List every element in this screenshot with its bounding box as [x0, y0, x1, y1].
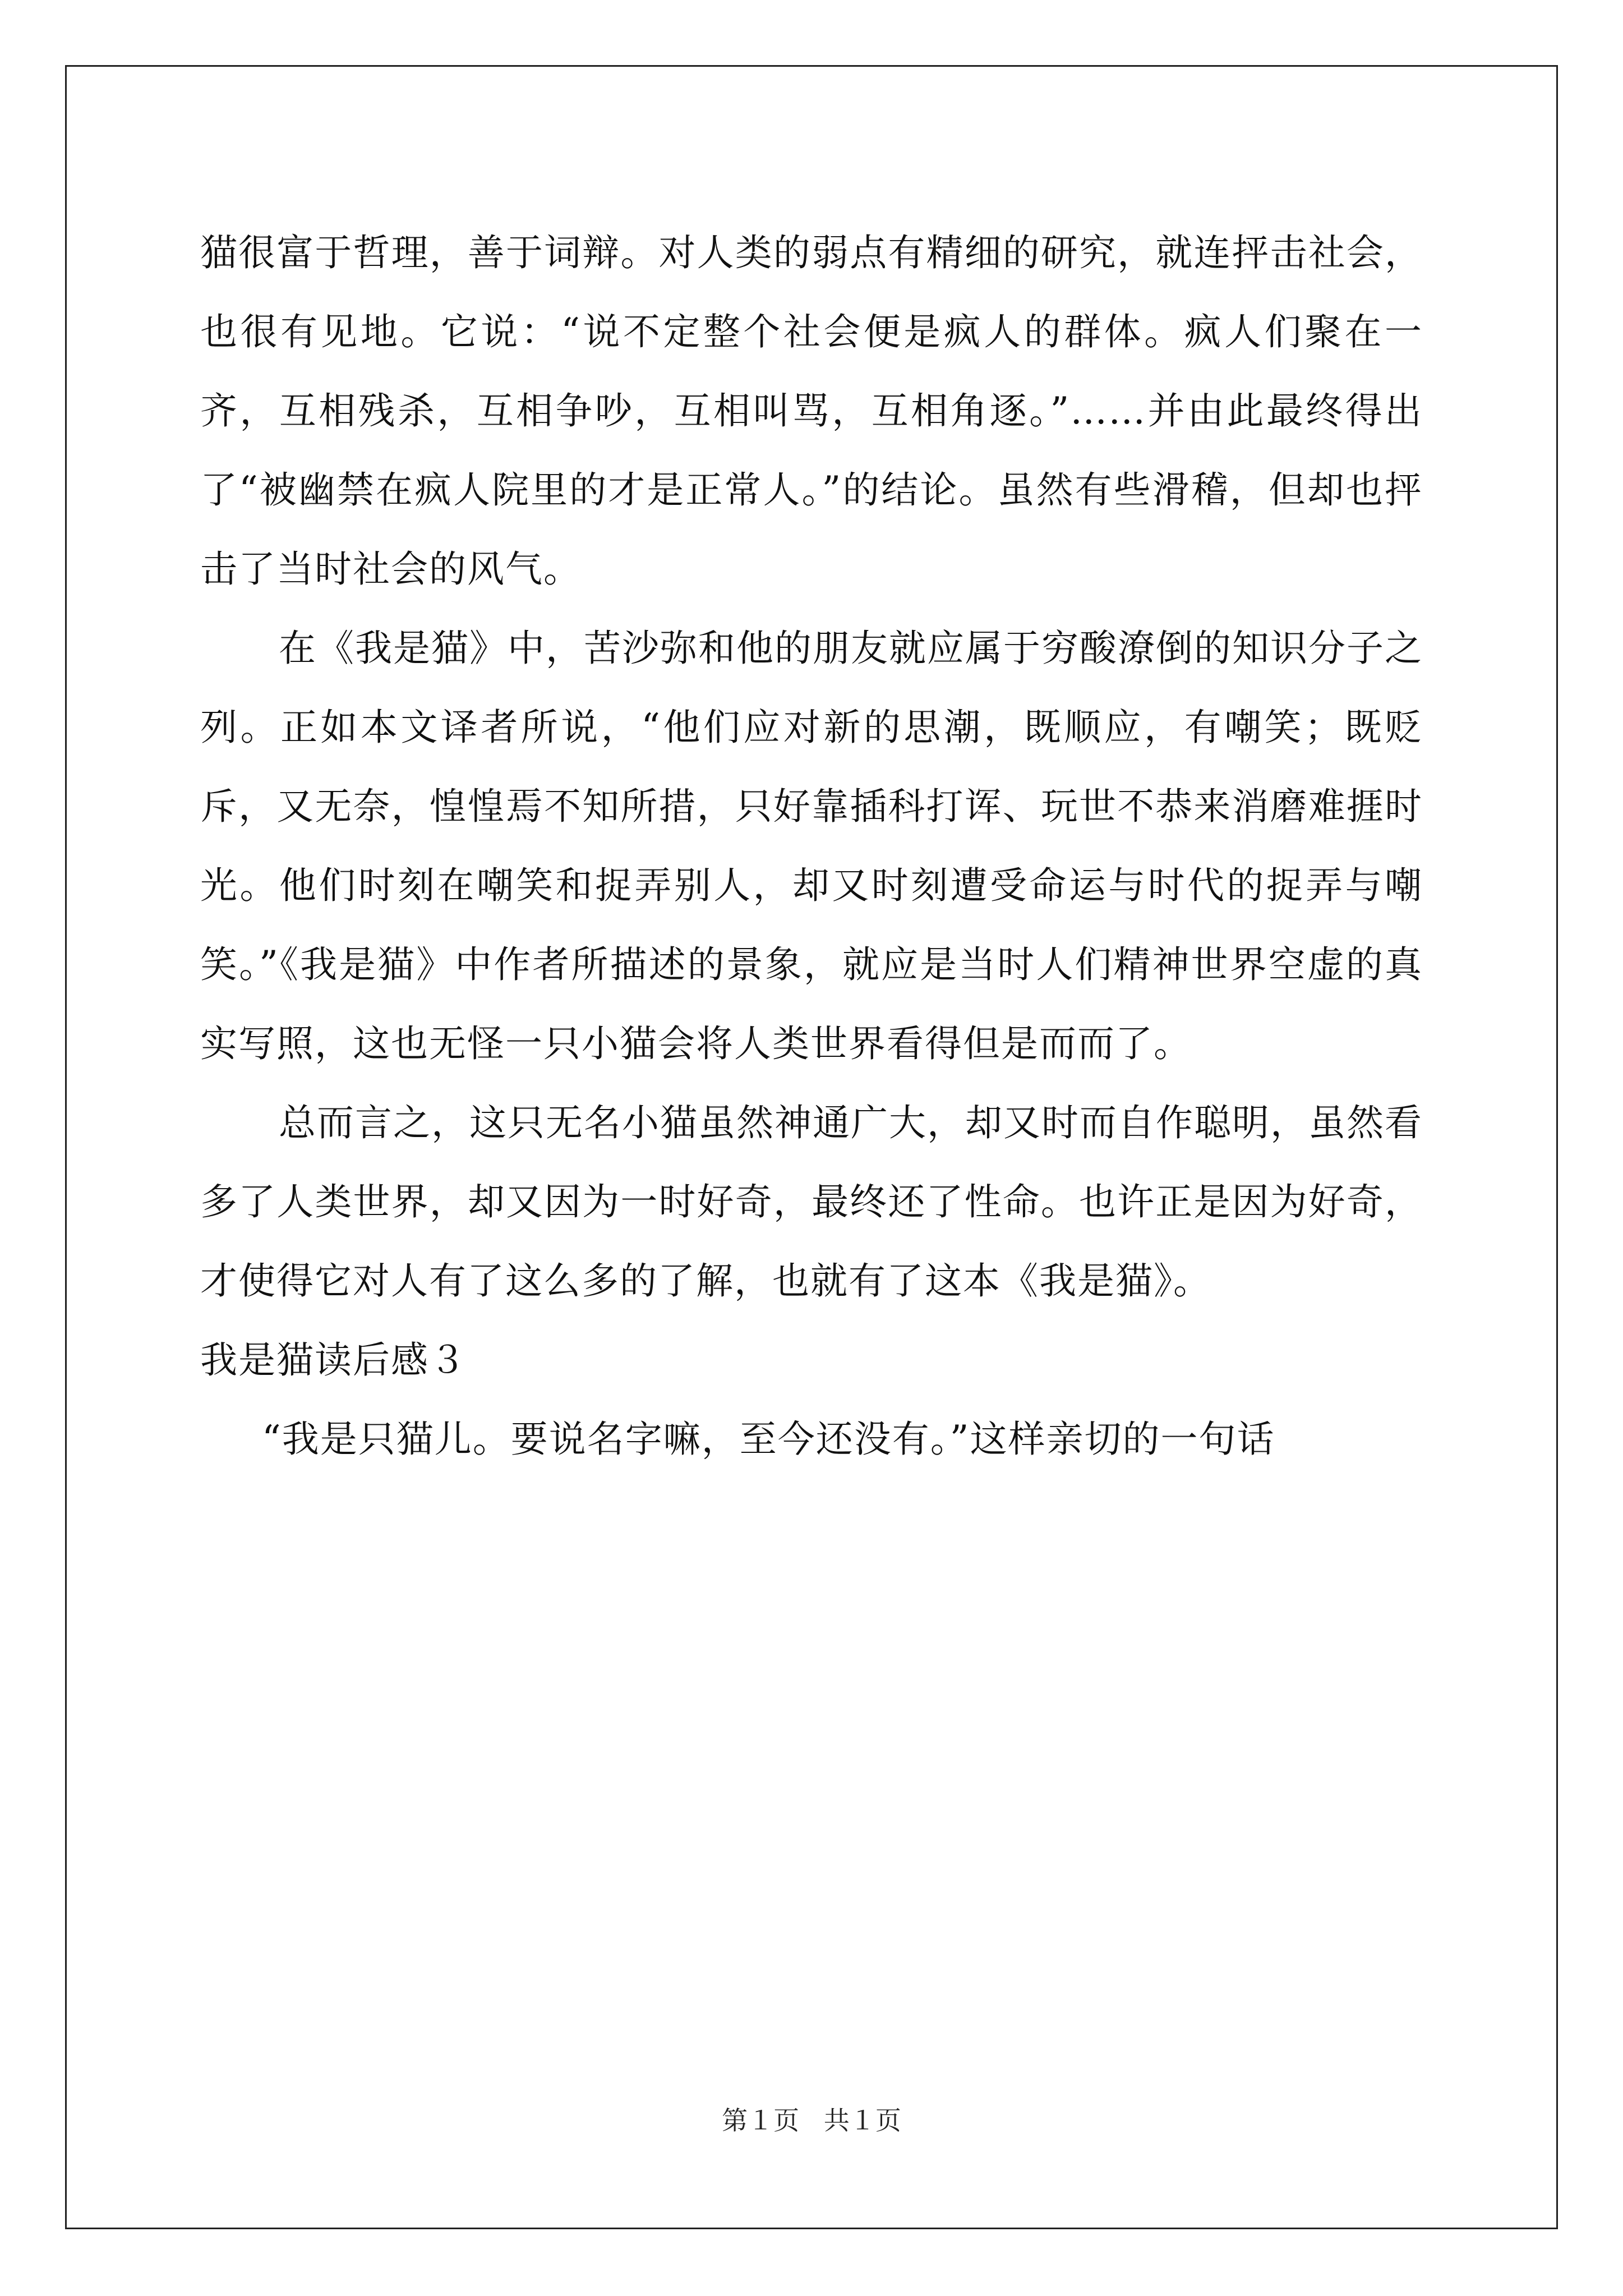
paragraph: 总而言之，这只无名小猫虽然神通广大，却又时而自作聪明，虽然看多了人类世界，却又因为一时好奇，最终还了性命。也许正是因为好奇，才使得它对人有了这么多的了解，也就有了这本《我是猫》。 [200, 1101, 1423, 1303]
page-footer: 第１页 共１页 [722, 2105, 901, 2136]
paragraph: 在《我是猫》中，苦沙弥和他的朋友就应属于穷酸潦倒的知识分子之列。正如本文译者所说，“他们应对新的思潮，既顺应，有嘲笑；既贬斥，又无奈，惶惶焉不知所措，只好靠插科打诨、玩世不恭来消磨难捱时光。他们时刻在嘲笑和捉弄别人，却又时刻遭受命运与时代的捉弄与嘲笑。”《我是猫》中作者所描述的景象，就应是当时人们精神世界空虚的真实写照，这也无怪一只小猫会将人类世界看得但是而而了。 [200, 627, 1423, 1065]
document-body [200, 213, 1423, 1479]
paragraph-start: “我是只猫儿。要说名字嘛，至今还没有。”这样亲切的一句话 [262, 1418, 1275, 1461]
paragraph-continued: 猫很富于哲理，善于词辩。对人类的弱点有精细的研究，就连抨击社会，也很有见地。它说：“说不定整个社会便是疯人的群体。疯人们聚在一齐，互相残杀，互相争吵，互相叫骂，互相角逐。”……并由此最终得出了“被幽禁在疯人院里的才是正常人。”的结论。虽然有些滑稽，但却也抨击了当时社会的风气。 [200, 231, 1423, 591]
section-heading: 我是猫读后感３ [200, 1338, 467, 1382]
